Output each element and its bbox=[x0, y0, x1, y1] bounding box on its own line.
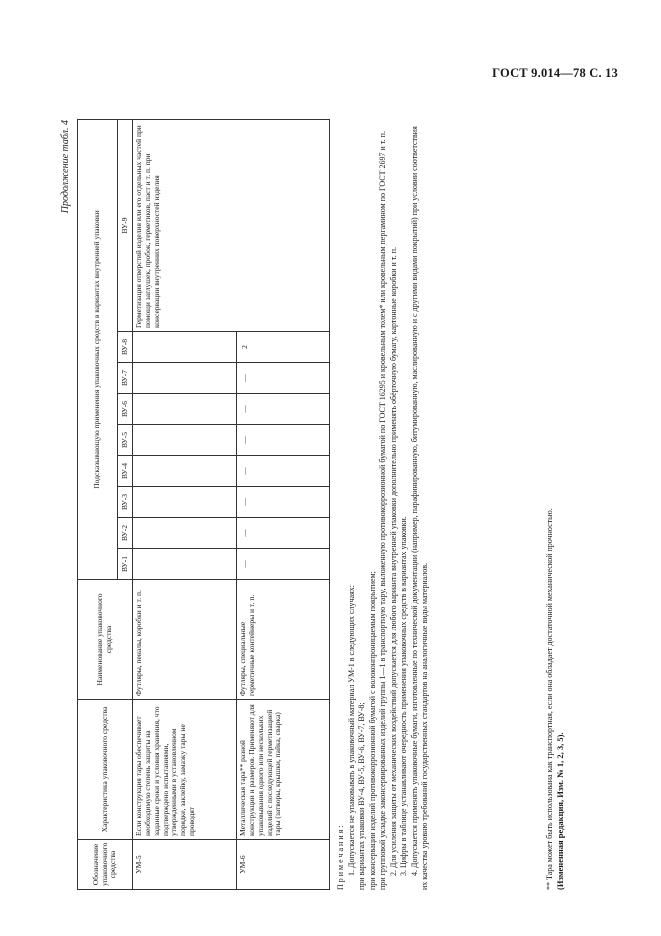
packaging-table bbox=[77, 119, 330, 890]
table-header-row bbox=[78, 119, 118, 889]
header-vu-7: ВУ-7 bbox=[118, 363, 133, 394]
row-name: Футляры, специальные герметичные контейнеры и т. п. bbox=[237, 580, 330, 700]
row-cell: — bbox=[237, 425, 330, 456]
row-cell bbox=[133, 363, 237, 394]
header-characteristic: Характеристика упаковочного средства bbox=[78, 700, 133, 840]
note-line: 4. Допускается применять упаковочные бумаги, изготовленные по технической документации (например, парафинированную, битумированную, маслированную и с другими видами покрытий) при условии соответствия их качества уровню требований государственных стандартов на аналогичные виды материалов. bbox=[409, 126, 430, 890]
note-line: 2. Для усиления защиты от механических воздействий допускается для любого варианта внутренней упаковки дополнительно применять обёрточную бумагу, картонные коробки и т. п. bbox=[388, 247, 398, 876]
row-code: УМ-6 bbox=[237, 840, 330, 890]
note-line: при групповой укладке законсервированных изделий группы 1—1 в транспортную тару, выложенную противокоррозионной бумагой по ГОСТ 16295 и кровельным толем* или кровельным пергамином по ГОСТ 2697 и т. п. bbox=[378, 131, 388, 890]
row-cell: — bbox=[237, 456, 330, 487]
continuation-label: Продолжение табл. 4 bbox=[60, 120, 71, 214]
footnote-text: ** Тара может быть использована как транспортная, если она обладает достаточной механической прочностью. bbox=[545, 508, 554, 890]
footnote-block bbox=[544, 120, 567, 890]
header-vu-4: ВУ-4 bbox=[118, 456, 133, 487]
row-cell bbox=[133, 332, 237, 363]
header-vu-6: ВУ-6 bbox=[118, 394, 133, 425]
header-name: Наименование упаковочного средства bbox=[78, 580, 133, 700]
row-cell: 2 bbox=[237, 332, 330, 363]
row-cell: — bbox=[237, 394, 330, 425]
row-cell: — bbox=[237, 487, 330, 518]
row-cell bbox=[133, 487, 237, 518]
rotated-content bbox=[60, 98, 608, 890]
row-cell: — bbox=[237, 549, 330, 580]
note-line: 3. Цифры в таблице устанавливают очередность применения упаковочных средств в вариантах упаковки. bbox=[399, 516, 409, 876]
header-group: Подсказывающую применения упаковочных средств в вариантах внутренней упаковки bbox=[78, 119, 118, 579]
row-cell: — bbox=[237, 363, 330, 394]
row-cell bbox=[133, 518, 237, 549]
header-vu-3: ВУ-3 bbox=[118, 487, 133, 518]
notes-block bbox=[336, 120, 431, 890]
table-row bbox=[133, 119, 237, 889]
header-vu-1: ВУ-1 bbox=[118, 549, 133, 580]
row-characteristic: Если конструкция тары обеспечивает необходимую степень защиты на заданные сроки и условия хранения, что подтверждено испытаниями, утвержденными в установленном порядке, заклейку, замазку тары не проводят bbox=[133, 700, 237, 840]
header-vu-2: ВУ-2 bbox=[118, 518, 133, 549]
row-cell bbox=[133, 549, 237, 580]
row-cell: — bbox=[237, 518, 330, 549]
note-line: при консервации изделий противокоррозионной бумагой с волоконпроницаемым покрытием; bbox=[367, 571, 377, 890]
edition-note: (Измененная редакция, Изм. № 1, 2, 3, 5). bbox=[555, 732, 566, 890]
row-vu9-text bbox=[133, 119, 330, 331]
row-cell bbox=[133, 425, 237, 456]
row-cell bbox=[133, 456, 237, 487]
note-line: при вариантах упаковки ВУ-4, ВУ-5, ВУ-6, ВУ-7, ВУ-8; bbox=[357, 702, 367, 890]
row-code: УМ-5 bbox=[133, 840, 237, 890]
page-header: ГОСТ 9.014—78 С. 13 bbox=[492, 66, 618, 80]
row-characteristic: Металлическая тара** разной конструкции и размеров. Применяют для упаковывания одного или нескольких изделий с последующей герметизацией тары (затворы, крышки, пайка, сварка) bbox=[237, 700, 330, 840]
header-vu-8: ВУ-8 bbox=[118, 332, 133, 363]
row-name: Футляры, пеналы, коробки и т. п. bbox=[133, 580, 237, 700]
header-vu-9: ВУ-9 bbox=[118, 119, 133, 331]
row-cell bbox=[133, 394, 237, 425]
header-designation: Обозначение упаковочного средства bbox=[78, 840, 133, 890]
notes-heading: Примечания: bbox=[336, 823, 345, 890]
vu9-description: Герметизация отверстий изделия или его отдельных частей при помощи заглушек, пробок, герметиков, паст и т. п. при консервации внутренних поверхностей изделия bbox=[134, 125, 161, 328]
note-line: 1. Допускается не упаковывать в упаковочный материал УМ-1 в следующих случаях: bbox=[346, 584, 356, 876]
header-vu-5: ВУ-5 bbox=[118, 425, 133, 456]
